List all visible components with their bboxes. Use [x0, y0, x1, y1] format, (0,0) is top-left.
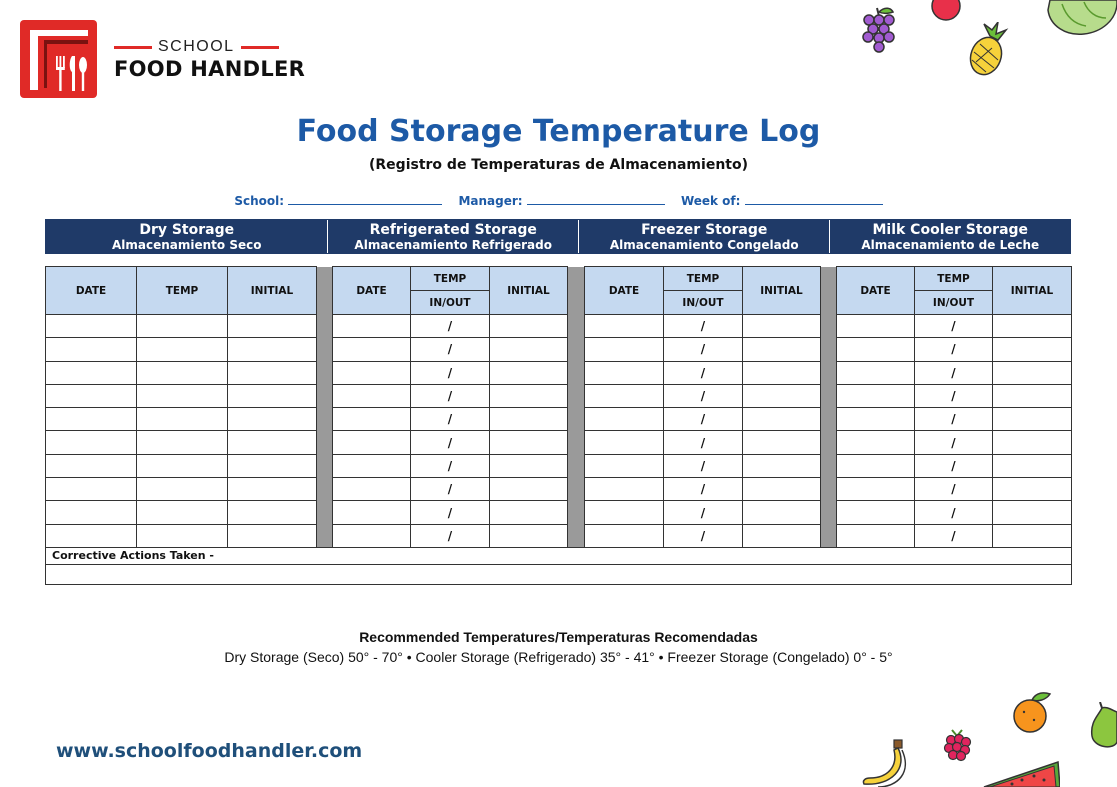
- table-row: [46, 361, 1072, 384]
- corrective-actions-entry: [46, 564, 1072, 584]
- column-separator: [568, 501, 585, 524]
- table-row: [46, 408, 1072, 431]
- temp-inout-cell[interactable]: /: [915, 361, 993, 384]
- initial-cell[interactable]: [490, 408, 568, 431]
- initial-cell[interactable]: [743, 384, 821, 407]
- initial-cell[interactable]: [490, 361, 568, 384]
- date-cell[interactable]: [585, 524, 664, 547]
- header-initial: INITIAL: [228, 267, 317, 315]
- watermelon-icon: [982, 756, 1060, 787]
- initial-cell[interactable]: [743, 361, 821, 384]
- date-cell[interactable]: [585, 338, 664, 361]
- date-cell[interactable]: [585, 315, 664, 338]
- table-row: [46, 431, 1072, 454]
- temp-inout-cell[interactable]: /: [411, 478, 490, 501]
- initial-cell[interactable]: [993, 524, 1072, 547]
- date-cell[interactable]: [837, 501, 915, 524]
- temp-inout-cell[interactable]: /: [411, 431, 490, 454]
- header-date: DATE: [46, 267, 137, 315]
- initial-cell[interactable]: [490, 384, 568, 407]
- category-refrigerated: [328, 220, 579, 253]
- temp-inout-cell[interactable]: /: [915, 408, 993, 431]
- grapes-icon: [855, 4, 903, 56]
- temp-inout-cell[interactable]: /: [664, 431, 743, 454]
- page-subtitle: (Registro de Temperaturas de Almacenamiento): [369, 157, 748, 173]
- temp-inout-cell[interactable]: /: [915, 524, 993, 547]
- orange-icon: [1008, 690, 1054, 736]
- temp-inout-cell[interactable]: /: [915, 478, 993, 501]
- school-line[interactable]: [288, 192, 442, 205]
- temp-inout-cell[interactable]: /: [664, 454, 743, 477]
- date-cell[interactable]: [333, 315, 411, 338]
- date-cell[interactable]: [333, 361, 411, 384]
- apple-icon: [930, 0, 962, 22]
- category-freezer-en: Freezer Storage: [641, 222, 768, 238]
- recommended-temperatures: [0, 629, 1117, 665]
- initial-cell[interactable]: [743, 501, 821, 524]
- column-separator: [317, 267, 333, 315]
- recommended-title: Recommended Temperatures/Temperaturas Recomendadas: [359, 629, 758, 645]
- category-milk-es: Almacenamiento de Leche: [861, 238, 1040, 252]
- column-separator: [317, 431, 333, 454]
- date-cell[interactable]: [585, 361, 664, 384]
- date-cell[interactable]: [333, 524, 411, 547]
- date-cell[interactable]: [585, 454, 664, 477]
- date-cell[interactable]: [46, 478, 137, 501]
- week-label: Week of:: [680, 194, 741, 208]
- initial-cell[interactable]: [228, 408, 317, 431]
- header-temp: TEMP: [664, 267, 743, 291]
- column-separator: [821, 524, 837, 547]
- date-cell[interactable]: [837, 431, 915, 454]
- column-separator: [568, 524, 585, 547]
- header-date: DATE: [333, 267, 411, 315]
- website-link[interactable]: www.schoolfoodhandler.com: [56, 740, 363, 762]
- page-title: Food Storage Temperature Log: [296, 114, 821, 149]
- temp-cell[interactable]: [137, 408, 228, 431]
- column-separator: [821, 267, 837, 315]
- header-inout: IN/OUT: [664, 291, 743, 315]
- table-row: [46, 501, 1072, 524]
- column-separator: [317, 361, 333, 384]
- category-freezer: [579, 220, 831, 253]
- initial-cell[interactable]: [743, 315, 821, 338]
- temp-cell[interactable]: [137, 384, 228, 407]
- column-separator: [317, 501, 333, 524]
- initial-cell[interactable]: [743, 454, 821, 477]
- date-cell[interactable]: [46, 361, 137, 384]
- table-row: [46, 478, 1072, 501]
- initial-cell[interactable]: [993, 338, 1072, 361]
- column-separator: [821, 384, 837, 407]
- initial-cell[interactable]: [993, 501, 1072, 524]
- header-inout: IN/OUT: [915, 291, 993, 315]
- initial-cell[interactable]: [490, 501, 568, 524]
- temp-inout-cell[interactable]: /: [915, 384, 993, 407]
- header-temp: TEMP: [915, 267, 993, 291]
- column-separator: [568, 384, 585, 407]
- column-separator: [568, 431, 585, 454]
- temp-inout-cell[interactable]: /: [411, 361, 490, 384]
- table-row: [46, 524, 1072, 547]
- logo: [20, 20, 97, 98]
- initial-cell[interactable]: [743, 338, 821, 361]
- temp-cell[interactable]: [137, 524, 228, 547]
- initial-cell[interactable]: [993, 431, 1072, 454]
- initial-cell[interactable]: [228, 384, 317, 407]
- header-date: DATE: [585, 267, 664, 315]
- column-separator: [568, 315, 585, 338]
- initial-cell[interactable]: [993, 408, 1072, 431]
- initial-cell[interactable]: [228, 315, 317, 338]
- temp-inout-cell[interactable]: /: [411, 408, 490, 431]
- initial-cell[interactable]: [743, 408, 821, 431]
- column-separator: [568, 338, 585, 361]
- corrective-actions-row: [46, 547, 1072, 564]
- date-cell[interactable]: [837, 524, 915, 547]
- column-separator: [568, 454, 585, 477]
- column-separator: [821, 501, 837, 524]
- date-cell[interactable]: [585, 408, 664, 431]
- temp-inout-cell[interactable]: /: [664, 338, 743, 361]
- date-cell[interactable]: [46, 408, 137, 431]
- header-date: DATE: [837, 267, 915, 315]
- temp-cell[interactable]: [137, 501, 228, 524]
- table-row: [46, 454, 1072, 477]
- initial-cell[interactable]: [490, 338, 568, 361]
- table-body: [46, 315, 1072, 585]
- header-initial: INITIAL: [993, 267, 1072, 315]
- temp-inout-cell[interactable]: /: [411, 454, 490, 477]
- lettuce-icon: [1044, 0, 1117, 36]
- date-cell[interactable]: [837, 361, 915, 384]
- utensils-icon: [20, 20, 97, 98]
- initial-cell[interactable]: [743, 431, 821, 454]
- temp-inout-cell[interactable]: /: [664, 315, 743, 338]
- date-cell[interactable]: [46, 431, 137, 454]
- raspberry-icon: [940, 726, 974, 762]
- initial-cell[interactable]: [993, 478, 1072, 501]
- column-separator: [821, 454, 837, 477]
- temp-inout-cell[interactable]: /: [664, 408, 743, 431]
- header-temp: TEMP: [411, 267, 490, 291]
- initial-cell[interactable]: [490, 431, 568, 454]
- temp-inout-cell[interactable]: /: [664, 524, 743, 547]
- date-cell[interactable]: [333, 501, 411, 524]
- brand-wordmark: [114, 38, 305, 81]
- date-cell[interactable]: [46, 338, 137, 361]
- date-cell[interactable]: [837, 454, 915, 477]
- temp-inout-cell[interactable]: /: [411, 501, 490, 524]
- date-cell[interactable]: [333, 478, 411, 501]
- header-initial: INITIAL: [490, 267, 568, 315]
- date-cell[interactable]: [46, 501, 137, 524]
- temp-inout-cell[interactable]: /: [915, 315, 993, 338]
- initial-cell[interactable]: [490, 478, 568, 501]
- column-separator: [821, 408, 837, 431]
- temperature-log-table: [45, 266, 1072, 585]
- column-separator: [317, 384, 333, 407]
- initial-cell[interactable]: [228, 454, 317, 477]
- header-inout: IN/OUT: [411, 291, 490, 315]
- category-milk-en: Milk Cooler Storage: [872, 222, 1029, 238]
- date-cell[interactable]: [46, 524, 137, 547]
- initial-cell[interactable]: [993, 384, 1072, 407]
- temp-cell[interactable]: [137, 338, 228, 361]
- category-band: [45, 219, 1071, 254]
- manager-label: Manager:: [458, 194, 523, 208]
- brand-food-handler: FOOD HANDLER: [114, 57, 306, 81]
- temp-inout-cell[interactable]: /: [664, 384, 743, 407]
- initial-cell[interactable]: [993, 454, 1072, 477]
- temp-inout-cell[interactable]: /: [664, 501, 743, 524]
- column-separator: [821, 338, 837, 361]
- column-separator: [317, 315, 333, 338]
- column-separator: [317, 454, 333, 477]
- corrective-actions-label: Corrective Actions Taken -: [46, 547, 1072, 564]
- temp-inout-cell[interactable]: /: [915, 501, 993, 524]
- initial-cell[interactable]: [228, 338, 317, 361]
- recommended-text: Dry Storage (Seco) 50° - 70° • Cooler Storage (Refrigerado) 35° - 41° • Freezer Storage (Congelado) 0° - 5°: [224, 649, 893, 665]
- date-cell[interactable]: [837, 338, 915, 361]
- header-temp: TEMP: [137, 267, 228, 315]
- table-row: [46, 338, 1072, 361]
- date-cell[interactable]: [333, 384, 411, 407]
- pear-icon: [1086, 702, 1117, 752]
- column-separator: [317, 524, 333, 547]
- category-freezer-es: Almacenamiento Congelado: [609, 238, 799, 252]
- date-cell[interactable]: [837, 408, 915, 431]
- school-label: School:: [234, 194, 285, 208]
- column-separator: [568, 408, 585, 431]
- initial-cell[interactable]: [490, 315, 568, 338]
- banana-icon: [858, 738, 914, 787]
- initial-cell[interactable]: [490, 524, 568, 547]
- initial-cell[interactable]: [228, 361, 317, 384]
- date-cell[interactable]: [585, 431, 664, 454]
- column-separator: [568, 267, 585, 315]
- temp-inout-cell[interactable]: /: [411, 384, 490, 407]
- temp-inout-cell[interactable]: /: [664, 478, 743, 501]
- date-cell[interactable]: [585, 478, 664, 501]
- column-separator: [317, 408, 333, 431]
- header-initial: INITIAL: [743, 267, 821, 315]
- column-separator: [317, 338, 333, 361]
- category-dry-es: Almacenamiento Seco: [111, 238, 262, 252]
- date-cell[interactable]: [837, 384, 915, 407]
- category-dry-en: Dry Storage: [139, 222, 235, 238]
- date-cell[interactable]: [333, 454, 411, 477]
- column-separator: [821, 478, 837, 501]
- date-cell[interactable]: [46, 315, 137, 338]
- temp-inout-cell[interactable]: /: [915, 431, 993, 454]
- brand-school: SCHOOL: [158, 38, 235, 55]
- initial-cell[interactable]: [993, 315, 1072, 338]
- column-separator: [821, 431, 837, 454]
- table-header: [46, 267, 1072, 315]
- temp-cell[interactable]: [137, 361, 228, 384]
- manager-line[interactable]: [527, 192, 665, 205]
- date-cell[interactable]: [46, 384, 137, 407]
- temp-cell[interactable]: [137, 431, 228, 454]
- date-cell[interactable]: [837, 315, 915, 338]
- date-cell[interactable]: [585, 384, 664, 407]
- temp-cell[interactable]: [137, 315, 228, 338]
- category-milk: [830, 220, 1070, 253]
- initial-cell[interactable]: [490, 454, 568, 477]
- initial-cell[interactable]: [228, 501, 317, 524]
- date-cell[interactable]: [46, 454, 137, 477]
- column-separator: [317, 478, 333, 501]
- column-separator: [821, 361, 837, 384]
- column-separator: [821, 315, 837, 338]
- temp-inout-cell[interactable]: /: [915, 454, 993, 477]
- temp-inout-cell[interactable]: /: [411, 315, 490, 338]
- temp-inout-cell[interactable]: /: [411, 338, 490, 361]
- category-refrigerated-es: Almacenamiento Refrigerado: [354, 238, 552, 252]
- temp-cell[interactable]: [137, 454, 228, 477]
- initial-cell[interactable]: [228, 478, 317, 501]
- initial-cell[interactable]: [993, 361, 1072, 384]
- corrective-actions-field[interactable]: [46, 564, 1072, 584]
- date-cell[interactable]: [333, 408, 411, 431]
- column-separator: [568, 361, 585, 384]
- form-fields: [0, 192, 1117, 208]
- category-dry: [46, 220, 328, 253]
- temp-inout-cell[interactable]: /: [915, 338, 993, 361]
- pineapple-icon: [964, 22, 1012, 78]
- initial-cell[interactable]: [228, 431, 317, 454]
- date-cell[interactable]: [333, 431, 411, 454]
- table-row: [46, 384, 1072, 407]
- table-row: [46, 315, 1072, 338]
- initial-cell[interactable]: [743, 478, 821, 501]
- date-cell[interactable]: [333, 338, 411, 361]
- week-line[interactable]: [745, 192, 883, 205]
- column-separator: [568, 478, 585, 501]
- date-cell[interactable]: [585, 501, 664, 524]
- initial-cell[interactable]: [743, 524, 821, 547]
- category-refrigerated-en: Refrigerated Storage: [369, 222, 537, 238]
- temp-inout-cell[interactable]: /: [411, 524, 490, 547]
- temp-cell[interactable]: [137, 478, 228, 501]
- temp-inout-cell[interactable]: /: [664, 361, 743, 384]
- initial-cell[interactable]: [228, 524, 317, 547]
- date-cell[interactable]: [837, 478, 915, 501]
